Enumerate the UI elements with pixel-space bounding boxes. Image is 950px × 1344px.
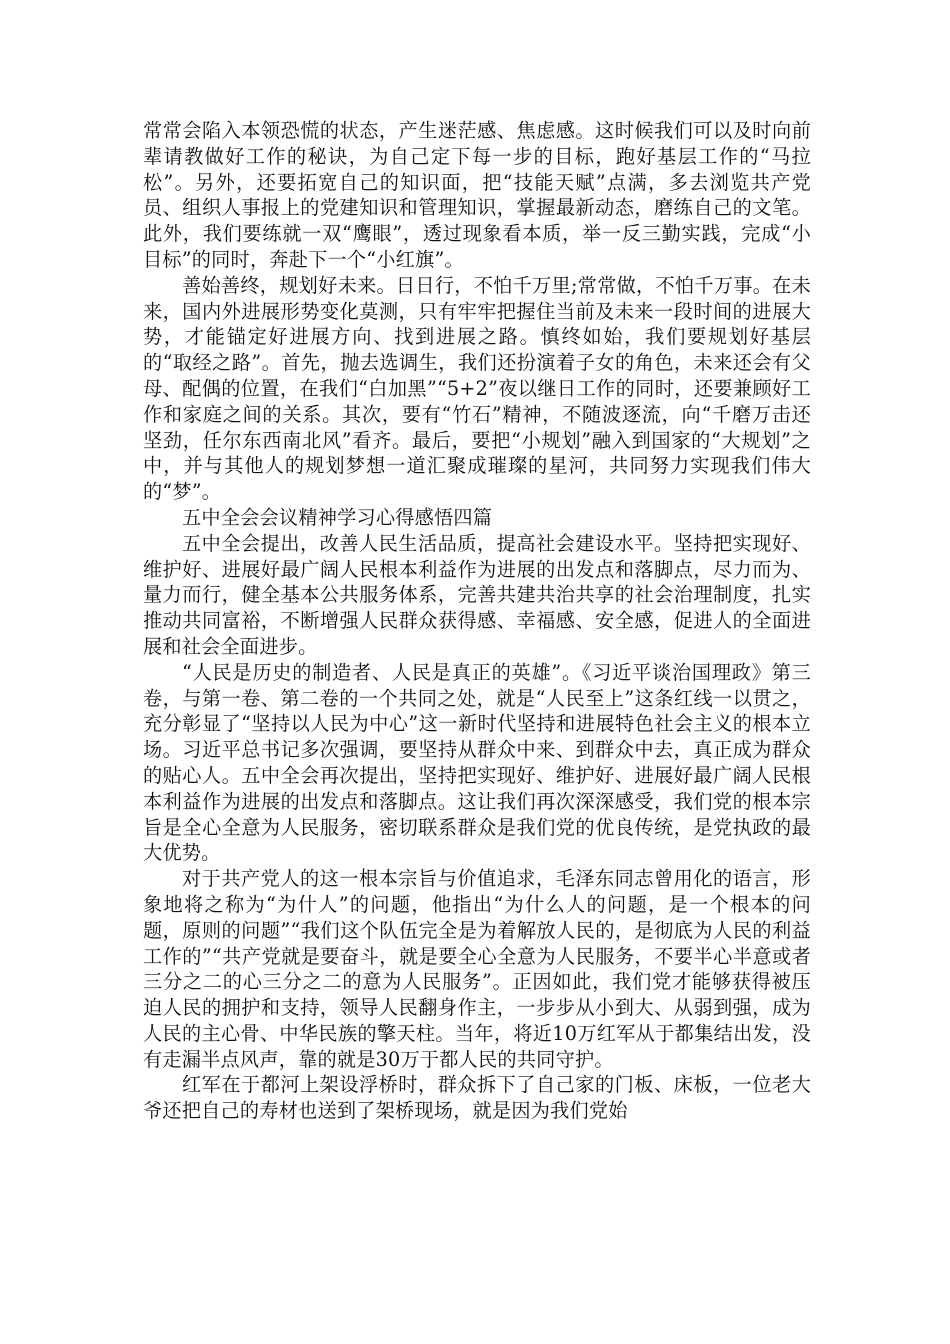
section-heading: 五中全会会议精神学习心得感悟四篇 — [182, 505, 493, 529]
paragraph-1: 常常会陷入本领恐慌的状态，产生迷茫感、焦虑感。这时候我们可以及时向前辈请教做好工作的秘诀，为自己定下每一步的目标，跑好基层工作的“马拉松”。另外，还要拓宽自己的知识面，把“技能天赋”点满，多去浏览共产党员、组织人事报上的党建知识和管理知识，掌握最新动态，磨练自己的文笔。此外，我们要练就一双“鹰眼”，透过现象看本质，举一反三勤实践，完成“小目标”的同时，奔赴下一个“小红旗”。 — [143, 119, 811, 271]
document-body — [143, 118, 811, 1124]
paragraph-4: “人民是历史的制造者、人民是真正的英雄”。《习近平谈治国理政》第三卷，与第一卷、第二卷的一个共同之处，就是“人民至上”这条红线一以贯之，充分彰显了“坚持以人民为中心”这一新时代坚持和进展特色社会主义的根本立场。习近平总书记多次强调，要坚持从群众中来、到群众中去，真正成为群众的贴心人。五中全会再次提出，坚持把实现好、维护好、进展好最广阔人民根本利益作为进展的出发点和落脚点。这让我们再次深深感受，我们党的根本宗旨是全心全意为人民服务，密切联系群众是我们党的优良传统，是党执政的最大优势。 — [143, 660, 811, 865]
paragraph-6: 红军在于都河上架设浮桥时，群众拆下了自己家的门板、床板，一位老大爷还把自己的寿材也送到了架桥现场，就是因为我们党始 — [143, 1073, 811, 1123]
paragraph-2: 善始善终，规划好未来。日日行，不怕千万里;常常做，不怕千万事。在未来，国内外进展形势变化莫测，只有牢牢把握住当前及未来一段时间的进展大势，才能锚定好进展方向、找到进展之路。慎终如始，我们要规划好基层的“取经之路”。首先，抛去选调生，我们还扮演着子女的角色，未来还会有父母、配偶的位置，在我们“白加黑”“5+2”夜以继日工作的同时，还要兼顾好工作和家庭之间的关系。其次，要有“竹石”精神，不随波逐流，向“千磨万击还坚劲，任尔东西南北风”看齐。最后，要把“小规划”融入到国家的“大规划”之中，并与其他人的规划梦想一道汇聚成璀璨的星河，共同努力实现我们伟大的“梦”。 — [143, 273, 811, 504]
paragraph-3: 五中全会提出，改善人民生活品质，提高社会建设水平。坚持把实现好、维护好、进展好最广阔人民根本利益作为进展的出发点和落脚点，尽力而为、量力而行，健全基本公共服务体系，完善共建共治共享的社会治理制度，扎实推动共同富裕，不断增强人民群众获得感、幸福感、安全感，促进人的全面进展和社会全面进步。 — [143, 531, 811, 658]
paragraph-5: 对于共产党人的这一根本宗旨与价值追求，毛泽东同志曾用化的语言，形象地将之称为“为什人”的问题，他指出“为什么人的问题，是一个根本的问题，原则的问题”“我们这个队伍完全是为着解放人民的，是彻底为人民的利益工作的”“共产党就是要奋斗，就是要全心全意为人民服务，不要半心半意或者三分之二的心三分之二的意为人民服务”。正因如此，我们党才能够获得被压迫人民的拥护和支持，领导人民翻身作主，一步步从小到大、从弱到强，成为人民的主心骨、中华民族的擎天柱。当年，将近10万红军从于都集结出发，没有走漏半点风声，靠的就是30万于都人民的共同守护。 — [143, 867, 811, 1071]
